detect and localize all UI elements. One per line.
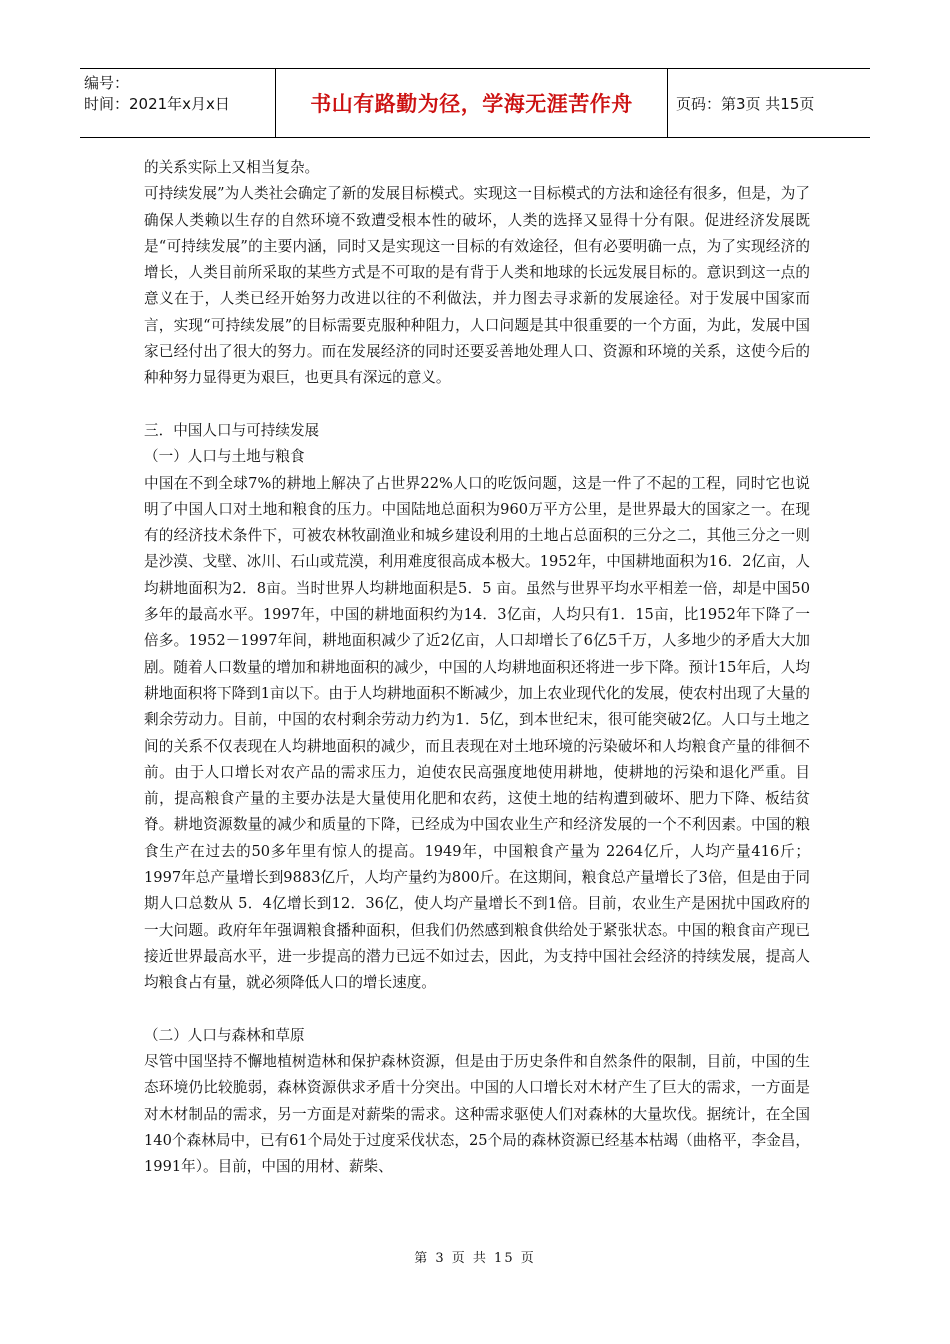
paragraph: 可持续发展”为人类社会确定了新的发展目标模式。实现这一目标模式的方法和途径有很多，但是，为了确保人类赖以生存的自然环境不致遭受根本性的破坏，人类的选择又显得十分有限。促进经济发展既是“可持续发展”的主要内涵，同时又是实现这一目标的有效途径，但有必要明确一点，为了实现经济的增长，人类目前所采取的某些方式是不可取的是有背于人类和地球的长远发展目标的。意识到这一点的意义在于，人类已经开始努力改进以往的不利做法，并力图去寻求新的发展途径。对于发展中国家而言，实现“可持续发展”的目标需要克服种种阻力，人口问题是其中很重要的一个方面，为此，发展中国家已经付出了很大的努力。而在发展经济的同时还要妥善地处理人口、资源和环境的关系，这使今后的种种努力显得更为艰巨，也更具有深远的意义。 bbox=[144, 185, 810, 387]
number-label: 编号： bbox=[84, 74, 130, 92]
paragraph: 中国在不到全球7%的耕地上解决了占世界22%人口的吃饭问题，这是一件了不起的工程，同时它也说明了中国人口对土地和粮食的压力。中国陆地总面积为960万平方公里，是世界最大的国家之一。在现有的经济技术条件下，可被农林牧副渔业和城乡建设利用的土地占总面积的三分之二，其他三分之一则是沙漠、戈壁、冰川、石山或荒漠，利用难度很高成本极大。1952年，中国耕地面积为16．2亿亩，人均耕地面积为2．8亩。当时世界人均耕地面积是5．5 亩。虽然与世界平均水平相差一倍，却是中国50多年的最高水平。1997年，中国的耕地面积约为14．3亿亩，人均只有1．15亩，比1952年下降了一倍多。1952－1997年间，耕地面积减少了近2亿亩，人口却增长了6亿5千万，人多地少的矛盾大大加剧。随着人口数量的增加和耕地面积的减少，中国的人均耕地面积还将进一步下降。预计15年后，人均耕地面积将下降到1亩以下。由于人均耕地面积不断减少，加上农业现代化的发展，使农村出现了大量的剩余劳动力。目前，中国的农村剩余劳动力约为1．5亿，到本世纪末，很可能突破2亿。人口与土地之间的关系不仅表现在人均耕地面积的减少，而且表现在对土地环境的污染破坏和人均粮食产量的徘徊不前。由于人口增长对农产品的需求压力，迫使农民高强度地使用耕地，使耕地的污染和退化严重。目前，提高粮食产量的主要办法是大量使用化肥和农药，这使土地的结构遭到破坏、肥力下降、板结贫脊。耕地资源数量的减少和质量的下降，已经成为中国农业生产和经济发展的一个不利因素。中国的粮食生产在过去的50多年里有惊人的提高。1949年，中国粮食产量为 2264亿斤，人均产量416斤；1997年总产量增长到9883亿斤，人均产量约为800斤。在这期间，粮食总产量增长了3倍，但是由于同期人口总数从 5．4亿增长到12．36亿，使人均产量增长不到1倍。目前，农业生产是困扰中国政府的一大问题。政府年年强调粮食播种面积，但我们仍然感到粮食供给处于紧张状态。中国的粮食亩产现已接近世界最高水平，进一步提高的潜力已远不如过去，因此，为支持中国社会经济的持续发展，提高人均粮食占有量，就必须降低人口的增长速度。 bbox=[144, 474, 811, 992]
header-page-label: 页码：第3页 共15页 bbox=[676, 94, 815, 113]
paragraph: 的关系实际上又相当复杂。 bbox=[144, 159, 320, 176]
subsection-heading: （一）人口与土地与粮食 bbox=[144, 448, 305, 466]
document-body bbox=[144, 155, 810, 1181]
subsection-heading: （二）人口与森林和草原 bbox=[144, 1026, 305, 1044]
header-meta bbox=[80, 69, 276, 137]
page-header-table bbox=[80, 68, 870, 138]
page-footer: 第 3 页 共 15 页 bbox=[414, 1251, 536, 1266]
section-heading: 三．中国人口与可持续发展 bbox=[144, 421, 320, 439]
date-label: 时间：2021年x月x日 bbox=[84, 95, 230, 113]
header-motto: 书山有路勤为径，学海无涯苦作舟 bbox=[276, 69, 668, 137]
paragraph: 尽管中国坚持不懈地植树造林和保护森林资源，但是由于历史条件和自然条件的限制，目前，中国的生态环境仍比较脆弱，森林资源供求矛盾十分突出。中国的人口增长对木材产生了巨大的需求，一方面是对木材制品的需求，另一方面是对薪柴的需求。这种需求驱使人们对森林的大量坎伐。据统计，在全国140个森林局中，已有61个局处于过度采伐状态，25个局的森林资源已经基本枯竭（曲格平，李金昌，1991年）。目前，中国的用材、薪柴、 bbox=[144, 1053, 810, 1176]
